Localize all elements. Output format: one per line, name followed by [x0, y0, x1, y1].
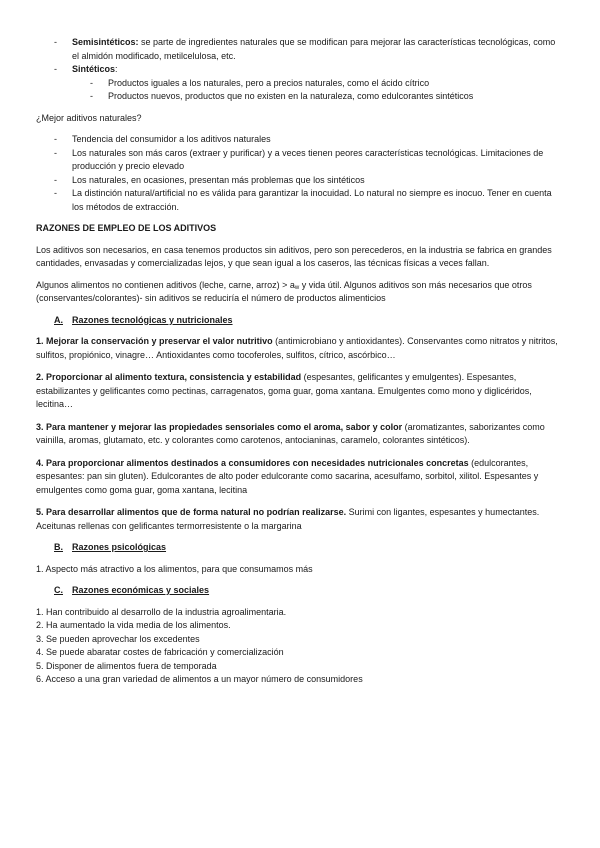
- list-item: - Productos iguales a los naturales, pero a precios naturales, como el ácido cítrico: [36, 77, 560, 91]
- list-item: 5. Disponer de alimentos fuera de temporada: [36, 660, 217, 671]
- list-item: 1. Han contribuido al desarrollo de la industria agroalimentaria.: [36, 606, 287, 617]
- reason-item: [36, 421, 560, 448]
- list-item: 6. Acceso a una gran variedad de alimentos a un mayor número de consumidores: [36, 674, 363, 684]
- term-sinteticos: Sintéticos: [72, 64, 116, 74]
- list-item: - Productos nuevos, productos que no existen en la naturaleza, como edulcorantes sintéticos: [36, 90, 560, 104]
- question-heading: ¿Mejor aditivos naturales?: [36, 112, 142, 123]
- list-item: - Los naturales son más caros (extraer y purificar) y a veces tienen peores características tecnológicas. Limitaciones de producción y precio elevado: [36, 147, 560, 174]
- reason-item-text: Surimi con ligantes, espesantes y humectantes. Aceitunas rellenas con gelificantes termorresistente o la margarina: [36, 507, 540, 531]
- list-item: 2. Ha aumentado la vida media de los alimentos.: [36, 620, 231, 630]
- reason-item-title: 1. Mejorar la conservación y preservar el valor nutritivo: [36, 336, 273, 346]
- section-c-label: Razones económicas y sociales: [72, 585, 210, 595]
- list-item: 1. Aspecto más atractivo a los alimentos, para que consumamos más: [36, 563, 313, 574]
- semisinteticos-text: se parte de ingredientes naturales que se modifican para mejorar las características tecnológicas, como el almidón modificado, metilcelulosa, etc.: [72, 37, 556, 61]
- reason-item-title: 5. Para desarrollar alimentos que de forma natural no podrían realizarse.: [36, 507, 347, 517]
- reason-item: [36, 371, 560, 412]
- reason-item-title: 3. Para mantener y mejorar las propiedades sensoriales como el aroma, sabor y color: [36, 421, 403, 432]
- sinteticos-colon: :: [115, 64, 118, 74]
- reason-item-text: (espesantes, gelificantes y emulgentes). Espesantes, estabilizantes y gelificantes como pectinas, carragenatos, goma guar, goma xantana. Emulgentes como mono y diglicéridos, lecitina…: [36, 372, 532, 409]
- list-item-semisinteticos: [36, 36, 560, 63]
- list-item-sinteticos: [36, 63, 560, 104]
- reason-item: [36, 335, 560, 362]
- list-item: 3. Se pueden aprovechar los excedentes: [36, 633, 200, 644]
- section-b-letter: B.: [54, 542, 63, 552]
- document-page: [36, 36, 560, 687]
- additive-type-list: [36, 36, 560, 104]
- reason-item: [36, 457, 560, 498]
- section-a-title: [36, 314, 560, 328]
- reason-item-text: (aromatizantes, saborizantes como vainilla, aromas, glutamato, etc. y colorantes como carotenos, antocianinas, caramelo, colorantes sintéticos).: [36, 421, 545, 445]
- section-a-letter: A.: [54, 314, 63, 325]
- reason-item-title: 4. Para proporcionar alimentos destinados a consumidores con necesidades nutricionales concretas: [36, 457, 469, 468]
- list-item: - La distinción natural/artificial no es válida para garantizar la inocuidad. Lo natural no siempre es inocuo. Tener en cuenta los métodos de extracción.: [36, 187, 560, 214]
- reason-item-text: (antimicrobiano y antioxidantes). Conservantes como nitratos y nitritos, sulfitos, propiónico, vinagre… Antioxidantes como tocoferoles, sulfitos, cítrico, ascórbico…: [36, 336, 558, 360]
- section-c-title: [36, 584, 560, 598]
- para2-text-after: y vida útil. Algunos aditivos son más necesarios que otros (conservantes/colorantes)- sin aditivos se reduciría el número de productos alimenticios: [36, 279, 532, 303]
- section-a-label: Razones tecnológicas y nutricionales: [72, 314, 233, 325]
- section-b-title: [36, 541, 560, 555]
- water-activity-subscript: w: [294, 284, 300, 291]
- sinteticos-sublist: [72, 77, 560, 104]
- reason-item: [36, 506, 560, 533]
- reason-item-title: 2. Proporcionar al alimento textura, consistencia y estabilidad: [36, 372, 302, 382]
- list-item: - Tendencia del consumidor a los aditivos naturales: [36, 133, 560, 147]
- natural-points-list: [36, 133, 560, 214]
- section-a-items: [36, 335, 560, 533]
- reason-item-text: (edulcorantes, espesantes: pan sin gluten). Edulcorantes de alto poder edulcorante como sacarina, acesulfamo, sorbitol, xilitol. Espesantes y emulgentes como goma guar, goma xantana, lecitina: [36, 457, 539, 495]
- reasons-heading: RAZONES DE EMPLEO DE LOS ADITIVOS: [36, 223, 217, 233]
- paragraph-necessity: Los aditivos son necesarios, en casa tenemos productos sin aditivos, pero son perecederos, en la industria se fabrica en grandes cantidades, envasadas y comercializadas lejos, y que sean igual a los caseros, las técnicas físicas a veces fallan.: [36, 244, 552, 268]
- section-c-items: [36, 606, 560, 687]
- section-b-label: Razones psicológicas: [72, 542, 167, 552]
- paragraph-food-without-additives: [36, 279, 560, 306]
- term-semisinteticos: Semisintéticos:: [72, 37, 139, 47]
- list-item: - Los naturales, en ocasiones, presentan más problemas que los sintéticos: [36, 174, 560, 188]
- para2-text-before: Algunos alimentos no contienen aditivos (leche, carne, arroz) > a: [36, 279, 295, 290]
- list-item: 4. Se puede abaratar costes de fabricación y comercialización: [36, 647, 284, 657]
- section-c-letter: C.: [54, 585, 63, 595]
